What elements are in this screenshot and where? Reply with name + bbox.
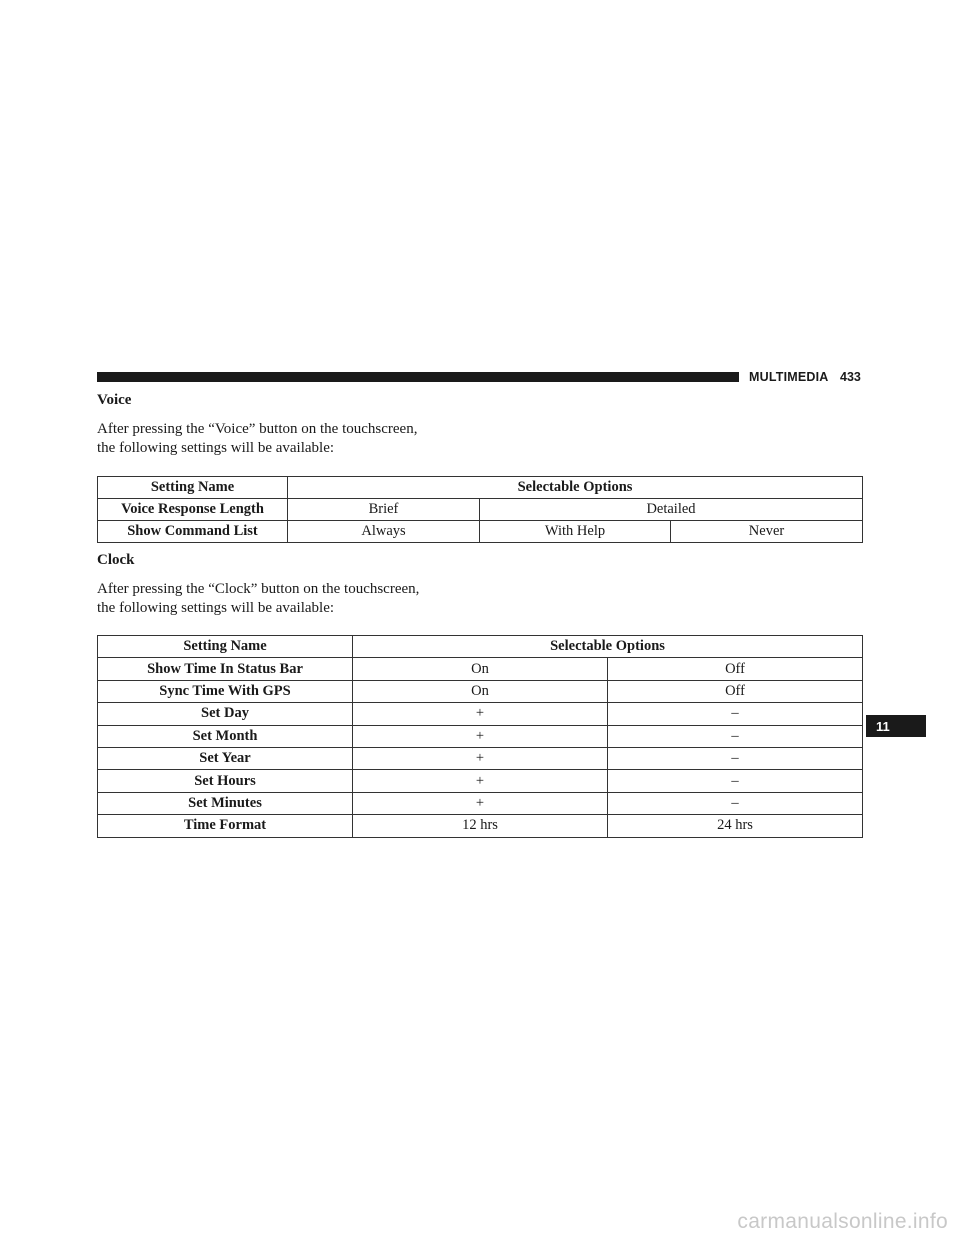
table-row [98, 770, 863, 792]
clock-heading: Clock [97, 552, 135, 568]
option-cell: + [353, 725, 608, 747]
clock-paragraph-line2: the following settings will be available: [97, 600, 335, 616]
table-row [98, 658, 863, 680]
column-header-setting-name: Setting Name [98, 477, 288, 499]
option-cell: With Help [480, 521, 671, 543]
voice-paragraph-line1: After pressing the “Voice” button on the touchscreen, [97, 421, 418, 437]
option-cell: Detailed [480, 499, 863, 521]
option-cell: + [353, 792, 608, 814]
option-cell: 12 hrs [353, 815, 608, 837]
setting-name-cell: Time Format [98, 815, 353, 837]
setting-name-cell: Show Command List [98, 521, 288, 543]
table-row [98, 499, 863, 521]
column-header-selectable-options: Selectable Options [288, 477, 863, 499]
setting-name-cell: Set Hours [98, 770, 353, 792]
page-number: 433 [840, 370, 861, 384]
voice-settings-table [97, 476, 863, 543]
option-cell: Brief [288, 499, 480, 521]
option-cell: On [353, 658, 608, 680]
option-cell: 24 hrs [608, 815, 863, 837]
voice-paragraph-line2: the following settings will be available: [97, 440, 335, 456]
option-cell: – [608, 770, 863, 792]
option-cell: Off [608, 680, 863, 702]
clock-paragraph-line1: After pressing the “Clock” button on the touchscreen, [97, 581, 420, 597]
option-cell: – [608, 747, 863, 769]
option-cell: Never [671, 521, 863, 543]
table-row [98, 703, 863, 725]
clock-settings-table [97, 635, 863, 838]
option-cell: + [353, 770, 608, 792]
chapter-tab [866, 715, 926, 737]
option-cell: + [353, 703, 608, 725]
setting-name-cell: Voice Response Length [98, 499, 288, 521]
setting-name-cell: Set Month [98, 725, 353, 747]
setting-name-cell: Set Minutes [98, 792, 353, 814]
chapter-number: 11 [876, 718, 890, 734]
table-row [98, 725, 863, 747]
table-row [98, 792, 863, 814]
column-header-selectable-options: Selectable Options [353, 636, 863, 658]
table-header-row [98, 477, 863, 499]
voice-paragraph [97, 420, 477, 458]
setting-name-cell: Show Time In Status Bar [98, 658, 353, 680]
voice-heading: Voice [97, 392, 132, 408]
option-cell: – [608, 703, 863, 725]
option-cell: Always [288, 521, 480, 543]
option-cell: – [608, 792, 863, 814]
table-header-row [98, 636, 863, 658]
clock-paragraph [97, 580, 477, 618]
header-rule [97, 372, 739, 382]
table-row [98, 521, 863, 543]
option-cell: Off [608, 658, 863, 680]
column-header-setting-name: Setting Name [98, 636, 353, 658]
option-cell: On [353, 680, 608, 702]
setting-name-cell: Sync Time With GPS [98, 680, 353, 702]
table-row [98, 680, 863, 702]
section-title: MULTIMEDIA [749, 370, 829, 384]
watermark: carmanualsonline.info [737, 1210, 948, 1233]
setting-name-cell: Set Year [98, 747, 353, 769]
table-row [98, 815, 863, 837]
option-cell: + [353, 747, 608, 769]
table-row [98, 747, 863, 769]
option-cell: – [608, 725, 863, 747]
setting-name-cell: Set Day [98, 703, 353, 725]
